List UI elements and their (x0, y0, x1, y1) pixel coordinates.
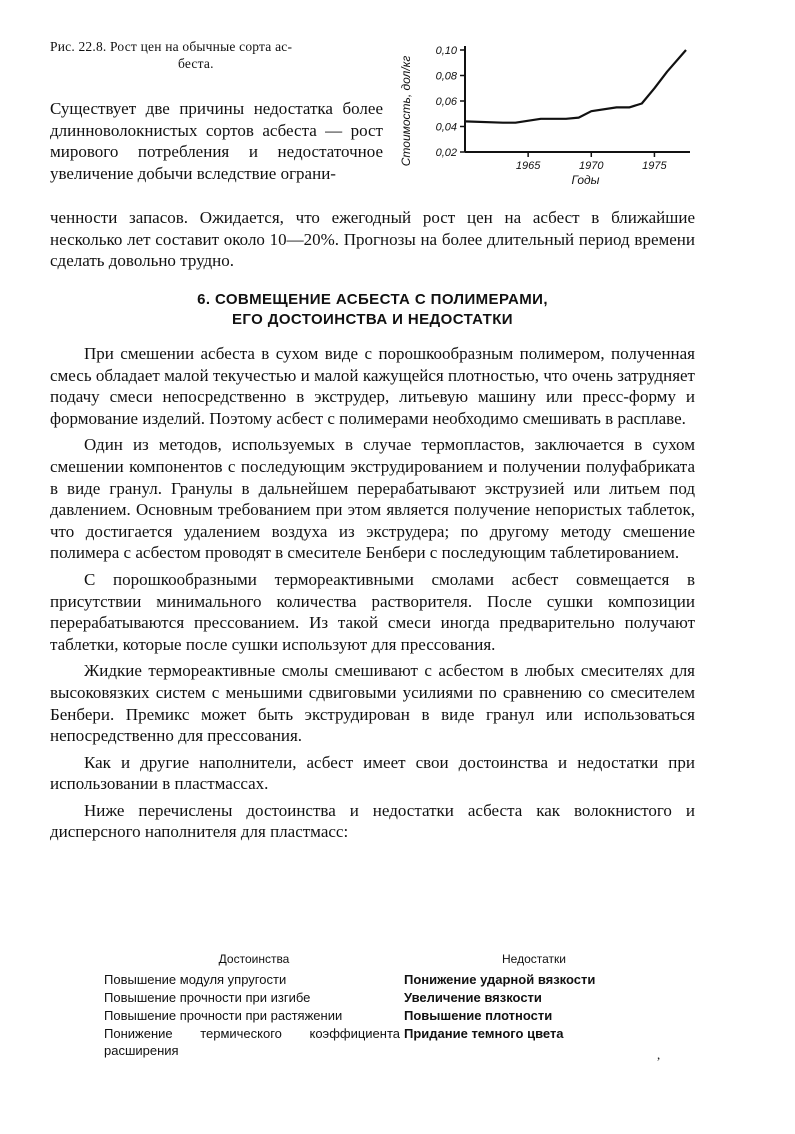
chart-svg (398, 30, 698, 198)
x-axis-label: Годы (571, 173, 600, 187)
paragraph: С порошкообразными термореактивными смолами асбест совмещается в присутствии минимального количества растворителя. После сушки композиции перерабатываются прессованием. Из такой смеси иногда предварительно получают таблетки, которые после сушки используют для прессования. (50, 569, 695, 654)
comparison-row (104, 971, 664, 988)
advantages-header: Достоинства (218, 952, 290, 966)
comparison-row (104, 1025, 664, 1059)
disadvantage-item: Понижение ударной вязкости (404, 972, 596, 987)
y-tick-label: 0,10 (435, 45, 457, 57)
advantage-item: Понижение термического коэффициента расширения (104, 1026, 400, 1058)
y-tick-label: 0,08 (435, 70, 457, 83)
figure-caption-line-1: Рис. 22.8. Рост цен на обычные сорта ас- (50, 39, 293, 54)
section-heading (50, 290, 695, 329)
x-tick-label: 1965 (515, 160, 541, 172)
paragraph: Жидкие термореактивные смолы смешивают с асбестом в любых смесителях для высоковязких систем с меньшими сдвиговыми усилиями по сравнению со смесителем Бенбери. Премикс может быть экструдирован в виде гранул или использоваться непосредственно для прессования. (50, 661, 695, 746)
paragraph: При смешении асбеста в сухом виде с порошкообразным полимером, полученная смесь обладает малой текучестью и малой кажущейся плотностью, что очень затрудняет подачу смеси непосредственно в экструдер, литьевую машину или пресс-форму и формование изделий. Поэтому асбест с полимерами необходимо смешивать в расплаве. (50, 344, 695, 428)
y-tick-label: 0,06 (435, 96, 457, 108)
x-tick-label: 1970 (579, 160, 604, 172)
figure-caption (50, 38, 390, 72)
section-heading-line-1: 6. СОВМЕЩЕНИЕ АСБЕСТА С ПОЛИМЕРАМИ, (197, 291, 548, 308)
section-heading-line-2: ЕГО ДОСТОИНСТВА И НЕДОСТАТКИ (232, 310, 513, 328)
disadvantage-item: Увеличение вязкости (404, 990, 542, 1005)
comparison-list (104, 951, 664, 1060)
stray-mark: , (657, 1047, 661, 1062)
y-tick-label: 0,02 (435, 147, 457, 159)
y-tick-label: 0,04 (435, 121, 457, 134)
x-tick-label: 1975 (642, 160, 667, 172)
disadvantage-item: Придание темного цвета (404, 1026, 564, 1041)
price-series-line (465, 50, 686, 123)
paragraph: Один из методов, используемых в случае термопластов, заключается в сухом смешении компонентов с последующим экструдированием и получении полуфабриката в виде гранул. Гранулы в дальнейшем перерабатывают экструзией или литьем под давлением. Основным требованием при этом является получение непористых таблеток, что достигается удалением воздуха из экструдера; по другому методу смешение полимера с асбестом проводят в смесителе Бенбери с последующим таблетированием. (50, 435, 695, 563)
comparison-row (104, 989, 664, 1006)
disadvantages-header: Недостатки (502, 952, 566, 966)
intro-paragraph: Существует две причины недостатка более длинноволокнистых сортов асбеста — рост мирового потребления и недостаточное увеличение добычи вследствие ограни- (50, 99, 383, 183)
intro-paragraph-continued: ченности запасов. Ожидается, что ежегодный рост цен на асбест в ближайшие несколько лет составит около 10—20%. Прогнозы на более длительный период времени сделать довольно трудно. (50, 208, 695, 270)
comparison-header (104, 951, 664, 968)
y-axis-label: Стоимость, дол/кг (399, 55, 413, 167)
paragraph: Как и другие наполнители, асбест имеет свои достоинства и недостатки при использовании в пластмассах. (50, 752, 695, 794)
advantage-item: Повышение прочности при изгибе (104, 990, 311, 1005)
price-growth-chart (398, 30, 698, 198)
paragraph: Ниже перечислены достоинства и недостатки асбеста как волокнистого и дисперсного наполнителя для пластмасс: (50, 800, 695, 842)
disadvantage-item: Повышение плотности (404, 1008, 553, 1023)
figure-caption-line-2: беста. (178, 56, 214, 71)
advantage-item: Повышение прочности при растяжении (104, 1008, 343, 1023)
advantage-item: Повышение модуля упругости (104, 972, 287, 987)
comparison-row (104, 1007, 664, 1024)
section-body (50, 343, 695, 848)
